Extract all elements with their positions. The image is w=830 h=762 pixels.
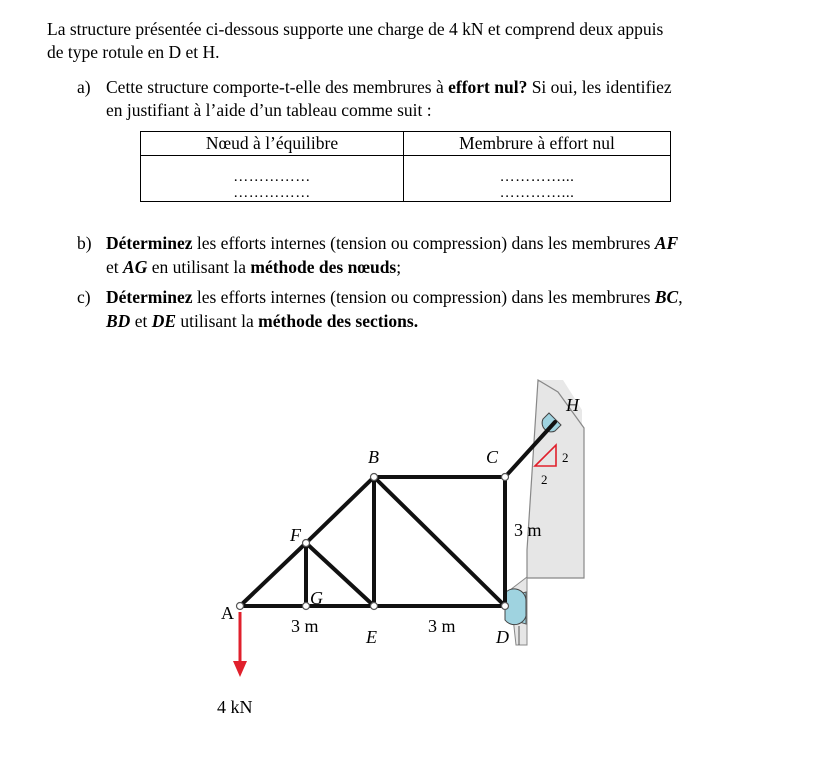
slope-run-label: 2 [541, 472, 548, 487]
dim-label-vertical: 3 m [514, 520, 542, 540]
node-label-g: G [310, 588, 323, 608]
dots-line: …………… [233, 185, 311, 201]
member-bd [374, 477, 505, 606]
dim-label-right: 3 m [428, 616, 456, 636]
joint-g [303, 603, 310, 610]
load-label: 4 kN [217, 697, 253, 717]
table-header-member: Membrure à effort nul [404, 132, 671, 156]
question-c-line-1: Déterminez les efforts internes (tension ou compression) dans les membrures BC, [106, 287, 683, 307]
joint-a [237, 603, 244, 610]
node-label-b: B [368, 447, 379, 467]
dots-line: …………... [499, 185, 575, 201]
joint-d [502, 603, 509, 610]
question-b-label: b) [77, 233, 92, 253]
question-b-line-1: Déterminez les efforts internes (tension ou compression) dans les membrures AF [106, 233, 679, 253]
table-header-node: Nœud à l’équilibre [141, 132, 404, 156]
node-label-f: F [290, 525, 301, 545]
joint-c [502, 474, 509, 481]
node-label-a: A [221, 603, 234, 623]
load-arrow-head [233, 661, 247, 677]
node-label-h: H [566, 395, 579, 415]
intro-line-2: de type rotule en D et H. [47, 42, 220, 62]
question-a-line-2: en justifiant à l’aide d’un tableau comme suit : [106, 100, 432, 120]
node-label-c: C [486, 447, 499, 467]
joint-f [303, 540, 310, 547]
node-label-e: E [366, 627, 377, 647]
question-a-label: a) [77, 77, 91, 97]
dots-line: …………… [233, 169, 311, 185]
question-a-line-1: Cette structure comporte-t-elle des membrures à effort nul? Si oui, les identifiez [106, 77, 672, 97]
member-af [240, 543, 306, 606]
question-c-line-2: BD et DE utilisant la méthode des sections. [106, 311, 419, 331]
node-label-d: D [496, 627, 509, 647]
dim-label-left: 3 m [291, 616, 319, 636]
joint-b [371, 474, 378, 481]
question-b-line-2: et AG en utilisant la méthode des nœuds; [106, 257, 402, 277]
question-c-label: c) [77, 287, 91, 307]
slope-rise-label: 2 [562, 450, 569, 465]
member-fb [306, 477, 374, 543]
dots-line: …………... [499, 169, 575, 185]
joint-e [371, 603, 378, 610]
intro-line-1: La structure présentée ci-dessous supporte une charge de 4 kN et comprend deux appuis [47, 19, 664, 39]
